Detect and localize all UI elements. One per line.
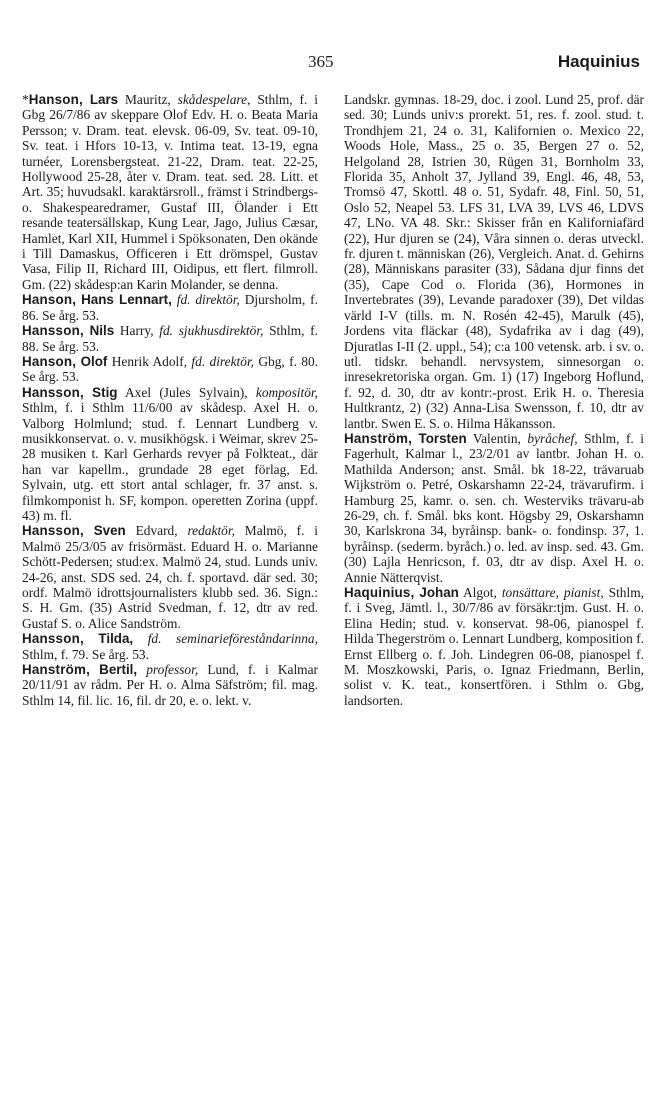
entry-title: fd. sjukhusdirektör, (159, 323, 264, 339)
entry-other-names: Algot, (463, 585, 497, 600)
entry-title: fd. seminarieföreståndarinna, (147, 631, 318, 647)
entry-firstname: Hans Lennart, (81, 292, 172, 308)
entry-hanson-hans (22, 292, 318, 323)
entry-surname: Hanström, (22, 662, 91, 678)
entry-hanstrom-bertil-continued (344, 92, 644, 431)
entry-firstname: Tilda, (98, 631, 134, 647)
entry-title: redaktör, (187, 523, 235, 539)
entry-title: fd. direktör, (191, 353, 255, 369)
entry-hansson-tilda (22, 631, 318, 662)
entry-body: Gbg, f. 80. Se årg. 53. (22, 353, 318, 385)
entry-title: skådespelare, (177, 92, 251, 107)
entry-other-names: Henrik Adolf, (111, 353, 188, 369)
entry-title: fd. direktör, (176, 292, 240, 308)
entry-firstname: Stig (92, 384, 118, 400)
entry-surname: Haquinius, (344, 585, 415, 600)
entry-body: Malmö, f. i Malmö 25/3/05 av frisörmäst. Eduard H. o. Marianne Schött-Pedersen; stud:ex. Malmö 24, stud. Lunds univ. 24-26, anst. SDS sed. 24, ch. f. sportavd. där sed. 30; ordf. Malmö idrottsjournalisters klubb sed. 36. Sign.: S. H. Gm. (35) Astrid Svedman, f. 12, dtr av red. Gustaf S. o. Alice Sandström. (22, 523, 318, 631)
entry-other-names: Edvard, (135, 523, 178, 539)
entry-firstname: Nils (89, 323, 115, 339)
entry-hansson-sven (22, 523, 318, 631)
entry-other-names: Valentin, (472, 430, 521, 446)
entry-hansson-olof (22, 354, 318, 385)
entry-marker: * (22, 92, 29, 107)
entry-body: Djursholm, f. 86. Se årg. 53. (22, 292, 318, 323)
entry-firstname: Olof (80, 353, 108, 369)
entry-body-part-2: Landskr. gymnas. 18-29, doc. i zool. Lund 25, prof. där sed. 30; Lunds univ:s prorekt. 51, res. f. zool. stud. t. Trondhjem 21, 24 o. 31, Kalifornien o. Mexico 22, Woods Hole, Mass., 25 o. 35, Bergen 27 o. 52, Helgoland 28, Istrien 30, Rügen 31, Bornholm 33, Florida 35, Anholt 37, Jylland 39, Engl. 46, 48, 53, Tromsö 47, Skottl. 48 o. 51, Sydafr. 48, Finl. 50, 51, Oslo 52, Neapel 53. LFS 31, LVA 39, LVS 46, LDVS 47, LNo. VA 48. Skr.: Skisser från en Kaliforniafärd (22), Hur djuren se (24), Våra sinnen o. deras utveckl. fr. djuren t. människan (26), Vergleich. Anat. d. Gehirns (28), Människans parasiter (33), Sådana djur finns det (35), Cape Cod o. Florida (36), Hormones in Invertebrates (39), Levande paradoxer (39), Det vildas värld I-V (tills. m. N. Rosén 42-45), Marulk (45), Jordens vita fläckar (48), Sydafrika av i dag (49), Djuratlas I-II (2. uppl., 54); c:a 100 vetensk. arb. i sv. o. utl. tidskr. behandl. nervsystem, sinnesorgan o. inresekretoriska organ. Gm. 1) (17) Ingeborg Hoflund, f. 92, d. 30, dtr av kontr:-prost. Erik H. o. Theresia Hultkrantz, 2) (32) Anna-Lisa Swensson, f. 10, dtr av lantbr. Swen E. S. o. Hilma Håkansson. (344, 92, 644, 431)
entry-body: Sthlm, f. i Sveg, Jämtl. l., 30/7/86 av försäkr:tjm. Gust. H. o. Elina Hedin; stud. v. konservat. 98-06, pianospel f. Hilda Thegerström o. Lennart Lundberg, komposition f. Ernst Ellberg o. f. Joh. Lindegren 06-08, pianospel f. M. Moszkowski, Paris, o. Ignaz Friedmann, Berlin, solist v. K. teat., konsertfören. i Sthlm o. Gbg, landsorten. (344, 585, 644, 708)
entry-firstname: Sven (93, 523, 126, 539)
entry-surname: Hansson, (22, 384, 84, 400)
entry-other-names: Mauritz, (125, 92, 171, 107)
entry-surname: Hansson, (22, 523, 84, 539)
entry-hanstrom-bertil (22, 662, 318, 708)
entry-haquinius-johan (344, 585, 644, 708)
entry-body-part-1: Lund, f. i Kalmar 20/11/91 av rådm. Per H. o. Alma Säfström; fil. mag. Sthlm 14, fil. lic. 16, fil. dr 20, e. o. lekt. v. (22, 662, 318, 708)
right-column (344, 92, 644, 708)
entry-body: Sthlm, f. 88. Se årg. 53. (22, 323, 318, 354)
entry-surname: Hansson, (22, 323, 84, 339)
entry-firstname: Johan (419, 585, 459, 600)
running-head: Haquinius (557, 52, 640, 71)
left-column (22, 92, 318, 708)
entry-title: byråchef, (527, 430, 578, 446)
entry-surname: Hanson, (28, 92, 83, 107)
entry-firstname: Torsten (418, 430, 467, 446)
entry-firstname: Lars (89, 92, 119, 107)
entry-hanstrom-torsten (344, 431, 644, 585)
entry-surname: Hanström, (344, 430, 413, 446)
entry-surname: Hansson, (22, 631, 84, 647)
entry-other-names: Axel (Jules Sylvain), (125, 384, 248, 400)
entry-firstname: Bertil, (99, 662, 138, 678)
entry-title: professor, (146, 662, 199, 678)
entry-title: tonsättare, pianist, (501, 585, 604, 600)
entry-other-names: Harry, (119, 323, 154, 339)
entry-body: Sthlm, f. i Gbg 26/7/86 av skeppare Olof Edv. H. o. Beata Maria Persson; v. Dram. teat. elevsk. 06-09, Sv. teat. 09-10, Sv. teat. i Hfors 10-13, v. Intima teat. 13-19, egna turnéer, Lorensbergsteat. 21-22, Dram. teat. 22-25, Hollywood 25-28, åter v. Dram. teat. sed. 28. Litt. et Art. 35; huvudsakl. karaktärsroll., främst i Strindbergs- o. Shakespearedramer, Gustaf III, Ölander i Ett resande teatersällskap, Kung Lear, Jago, Julius Cæsar, Hamlet, Karl XII, Hummel i Spöksonaten, Den okände i Till Damaskus, Officeren i Ett drömspel, Gustav Vasa, Filip II, Richard III, Oidipus, ett flert. filmroll. Gm. (22) skådesp:an Karin Molander, se denna. (22, 92, 318, 292)
entry-body: Sthlm, f. 79. Se årg. 53. (22, 646, 149, 662)
entry-hansson-nils (22, 323, 318, 354)
entry-title: kompositör, (255, 384, 318, 400)
entry-hanson-lars (22, 92, 318, 292)
entry-hansson-stig (22, 385, 318, 524)
entry-surname: Hanson, (22, 292, 77, 308)
entry-body: Sthlm, f. i Sthlm 11/6/00 av skådesp. Axel H. o. Valborg Holmlund; stud. f. Lennart Lundberg v. musikkonservat. o. v. musikhögsk. i Weimar, skrev 25-28 musiken t. Karl Gerhards revyer på Folkteat., där han var kapellm., grundade 28 eget förlag, Ed. Sylvain, utg. ett stort antal schlager, fr. 37 anst. s. filmkomponist h. SF, kompon. operetten Zorina (uppf. 43) m. fl. (22, 400, 318, 523)
page-number: 365 (308, 52, 334, 71)
entry-surname: Hanson, (22, 353, 77, 369)
entry-body: Sthlm, f. i Fagerhult, Kalmar l., 23/2/01 av lantbr. Johan H. o. Mathilda Anderson; anst. Smål. bk 18-22, trävaruab Wijkström o. Petré, Oskarshamn 22-24, trävarufirm. i Hamburg 25, kamr. o. sen. ch. Westerviks trävaru-ab 26-29, ch. f. Smål. bks kont. Högsby 29, Oskarshamn 30, Karlskrona 34, byråinsp. bank- o. fondinsp. 37, 1. byråinsp. (sederm. byråch.) o. led. av insp. sed. 43. Gm. (30) Lajla Henricson, f. 03, dtr av disp. Axel H. o. Annie Nätterqvist. (344, 430, 644, 585)
